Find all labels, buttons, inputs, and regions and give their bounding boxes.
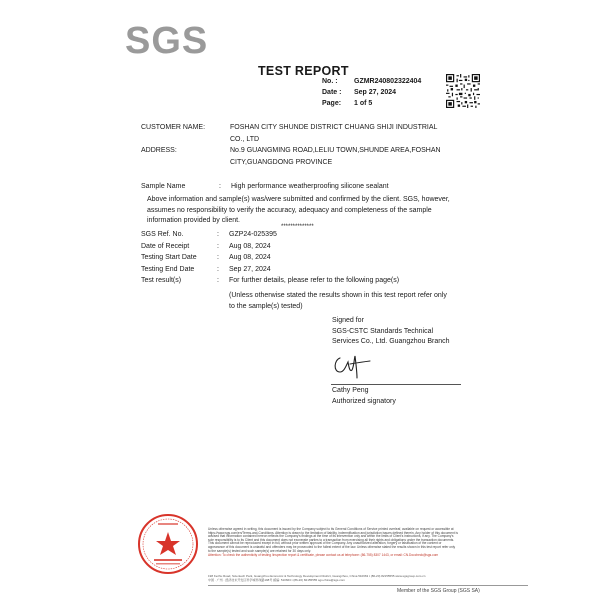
sgs-member-note: Member of the SGS Group (SGS SA): [397, 588, 480, 594]
customer-name-label: CUSTOMER NAME:: [141, 124, 206, 131]
report-page-label: Page:: [322, 100, 342, 107]
disclaimer-line3: information provided by client.: [147, 217, 240, 224]
end-date-colon: :: [217, 265, 219, 273]
org-line2: Services Co., Ltd. Guangzhou Branch: [332, 337, 450, 345]
signature-line: [331, 384, 461, 385]
test-result-line1: For further details, please refer to the following page(s): [229, 277, 400, 285]
report-no-label: No. :: [322, 78, 338, 85]
terms-fine-print: [208, 528, 458, 558]
terms-text: Unless otherwise agreed in writing, this document is issued by the Company subject to its General Conditions of Service printed overleaf, available on request or accessible at https://www.sgs.com/en/Terms-and-Conditions. Attention is drawn to the limitation of liability, indemnification and jurisdiction issues defined therein. Any holder of this document is advised that information contained hereon reflects the Company's findings at the time of its intervention only and within the limits of Client's instructions, if any. The Company's sole responsibility is to its Client and this document does not exonerate parties to a transaction from exercising all their rights and obligations under the transaction documents. This document cannot be reproduced except in full, without prior written approval of the Company. Any unauthorized alteration, forgery or falsification of the content or appearance of this document is unlawful and offenders may be prosecuted to the fullest extent of the law. Unless otherwise stated the results shown in this test report refer only to the sample(s) tested and such sample(s) are retained for 30 days only.: [208, 527, 458, 553]
signatory-role: Authorized signatory: [332, 398, 396, 405]
report-date-value: Sep 27, 2024: [354, 89, 397, 96]
start-date-colon: :: [217, 254, 219, 262]
customer-name-line2: CO., LTD: [230, 135, 260, 143]
separator-stars: **************: [281, 224, 314, 230]
org-line1: SGS-CSTC Standards Technical: [332, 327, 434, 335]
details-table: [141, 229, 399, 287]
report-title: TEST REPORT: [258, 64, 349, 78]
receipt-date-value: Aug 08, 2024: [229, 242, 271, 250]
footer-address-cn: 中国 · 广州 · 经济技术开发区科学城科珠路198号 邮编: 510663 t (86-20) 82155555 sgs.china@sgs.com: [208, 578, 345, 582]
test-result-line3: to the sample(s) tested): [229, 302, 303, 310]
footer-divider: [208, 585, 528, 586]
test-result-label: Test result(s): [141, 277, 182, 285]
report-page-value: 1 of 5: [354, 100, 373, 107]
sgs-logo: SGS: [125, 20, 209, 62]
start-date-value: Aug 08, 2024: [229, 254, 271, 262]
sample-disclaimer: [147, 195, 467, 227]
report-meta: [322, 76, 421, 109]
address-label: ADDRESS:: [141, 147, 177, 154]
authenticity-notice: Attention: To check the authenticity of testing /inspection report & certificate, please contact us at telephone: (86-755) 8307 1443, or email: CN.Doccheck@sgs.com: [208, 553, 439, 558]
company-seal-icon: [136, 512, 200, 576]
signatory-name: Cathy Peng: [332, 387, 369, 394]
address-line2: CITY,GUANGDONG PROVINCE: [230, 158, 333, 166]
disclaimer-line1: Above information and sample(s) was/were submitted and confirmed by the client. SGS, however,: [147, 196, 450, 203]
qr-code-icon: [446, 74, 480, 108]
end-date-label: Testing End Date: [141, 265, 195, 273]
start-date-label: Testing Start Date: [141, 254, 197, 262]
report-date-label: Date :: [322, 89, 342, 96]
ref-no-colon: :: [217, 231, 219, 239]
ref-no-label: SGS Ref. No.: [141, 231, 184, 239]
footer-address-en: 198 Kezhu Road, Scientech Park, Guangzhou Economic & Technology Development District, Guangzhou, China 510663 t (86-20) 82155555 www.sgsgroup.com.cn: [208, 574, 426, 578]
sample-name-value: High performance weatherproofing silicone sealant: [231, 183, 389, 190]
receipt-date-label: Date of Receipt: [141, 242, 190, 250]
ref-no-value: GZP24-025395: [229, 231, 277, 239]
footer-address: [208, 574, 528, 582]
sample-name-colon: :: [219, 183, 221, 190]
signed-for: Signed for: [332, 317, 364, 324]
test-result-line2: (Unless otherwise stated the results shown in this test report refer only: [229, 292, 447, 299]
address-line1: No.9 GUANGMING ROAD,LELIU TOWN,SHUNDE AREA,FOSHAN: [230, 147, 441, 154]
test-result-colon: :: [217, 277, 219, 285]
receipt-date-colon: :: [217, 242, 219, 250]
report-no-value: GZMR240802322404: [354, 78, 422, 85]
sample-name-label: Sample Name: [141, 183, 186, 190]
handwritten-signature-icon: [330, 348, 374, 380]
customer-name-line1: FOSHAN CITY SHUNDE DISTRICT CHUANG SHIJI INDUSTRIAL: [230, 124, 438, 131]
disclaimer-line2: assumes no responsibility to verify the accuracy, adequacy and completeness of the sample: [147, 206, 432, 214]
end-date-value: Sep 27, 2024: [229, 265, 271, 273]
